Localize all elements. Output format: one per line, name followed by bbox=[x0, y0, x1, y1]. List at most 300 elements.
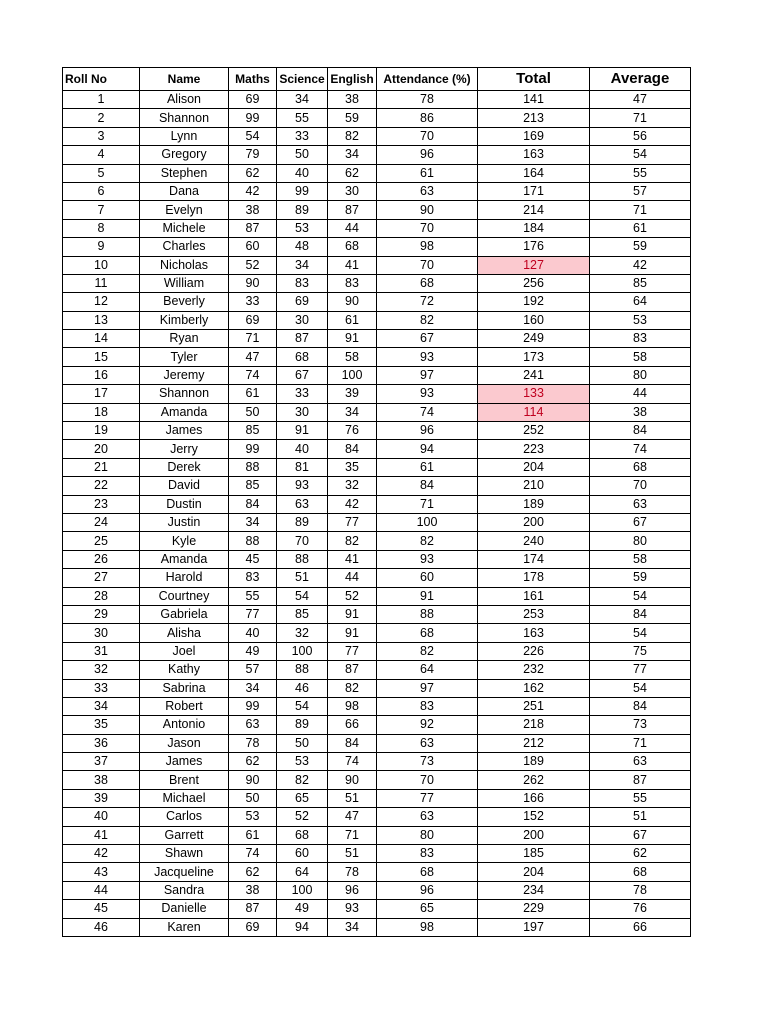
roll-no-cell: 23 bbox=[63, 495, 140, 513]
name-cell: Michael bbox=[140, 789, 229, 807]
total-cell: 169 bbox=[478, 127, 590, 145]
science-cell: 94 bbox=[277, 918, 328, 936]
total-cell: 163 bbox=[478, 624, 590, 642]
roll-no-cell: 8 bbox=[63, 219, 140, 237]
science-cell: 49 bbox=[277, 900, 328, 918]
maths-cell: 84 bbox=[229, 495, 277, 513]
english-cell: 41 bbox=[328, 256, 377, 274]
table-row bbox=[63, 330, 691, 348]
name-cell: Gabriela bbox=[140, 605, 229, 623]
header-roll-no: Roll No bbox=[63, 68, 140, 91]
average-cell: 54 bbox=[590, 146, 691, 164]
roll-no-cell: 14 bbox=[63, 330, 140, 348]
science-cell: 60 bbox=[277, 845, 328, 863]
science-cell: 91 bbox=[277, 422, 328, 440]
science-cell: 67 bbox=[277, 366, 328, 384]
attendance-cell: 90 bbox=[377, 201, 478, 219]
average-cell: 84 bbox=[590, 605, 691, 623]
total-cell: 213 bbox=[478, 109, 590, 127]
attendance-cell: 68 bbox=[377, 863, 478, 881]
header-total: Total bbox=[478, 68, 590, 91]
maths-cell: 57 bbox=[229, 661, 277, 679]
roll-no-cell: 26 bbox=[63, 550, 140, 568]
roll-no-cell: 44 bbox=[63, 881, 140, 899]
attendance-cell: 71 bbox=[377, 495, 478, 513]
science-cell: 89 bbox=[277, 513, 328, 531]
attendance-cell: 61 bbox=[377, 458, 478, 476]
header-science: Science bbox=[277, 68, 328, 91]
table-row bbox=[63, 403, 691, 421]
student-marks-table bbox=[62, 67, 691, 937]
roll-no-cell: 21 bbox=[63, 458, 140, 476]
english-cell: 32 bbox=[328, 477, 377, 495]
roll-no-cell: 36 bbox=[63, 734, 140, 752]
name-cell: Evelyn bbox=[140, 201, 229, 219]
average-cell: 66 bbox=[590, 918, 691, 936]
maths-cell: 52 bbox=[229, 256, 277, 274]
roll-no-cell: 46 bbox=[63, 918, 140, 936]
english-cell: 84 bbox=[328, 440, 377, 458]
maths-cell: 40 bbox=[229, 624, 277, 642]
average-cell: 67 bbox=[590, 826, 691, 844]
table-row bbox=[63, 808, 691, 826]
table-body bbox=[63, 91, 691, 937]
average-cell: 67 bbox=[590, 513, 691, 531]
total-cell: 204 bbox=[478, 863, 590, 881]
table-row bbox=[63, 477, 691, 495]
english-cell: 82 bbox=[328, 532, 377, 550]
roll-no-cell: 2 bbox=[63, 109, 140, 127]
science-cell: 54 bbox=[277, 697, 328, 715]
table-row bbox=[63, 91, 691, 109]
english-cell: 91 bbox=[328, 624, 377, 642]
average-cell: 87 bbox=[590, 771, 691, 789]
science-cell: 50 bbox=[277, 734, 328, 752]
average-cell: 64 bbox=[590, 293, 691, 311]
attendance-cell: 70 bbox=[377, 256, 478, 274]
attendance-cell: 97 bbox=[377, 679, 478, 697]
table-row bbox=[63, 789, 691, 807]
total-cell: 152 bbox=[478, 808, 590, 826]
name-cell: Derek bbox=[140, 458, 229, 476]
roll-no-cell: 32 bbox=[63, 661, 140, 679]
name-cell: Michele bbox=[140, 219, 229, 237]
header-row bbox=[63, 68, 691, 91]
maths-cell: 69 bbox=[229, 918, 277, 936]
name-cell: Amanda bbox=[140, 403, 229, 421]
english-cell: 42 bbox=[328, 495, 377, 513]
total-cell: 197 bbox=[478, 918, 590, 936]
english-cell: 66 bbox=[328, 716, 377, 734]
total-cell: 160 bbox=[478, 311, 590, 329]
total-cell: 174 bbox=[478, 550, 590, 568]
attendance-cell: 80 bbox=[377, 826, 478, 844]
science-cell: 99 bbox=[277, 182, 328, 200]
maths-cell: 87 bbox=[229, 219, 277, 237]
science-cell: 69 bbox=[277, 293, 328, 311]
table-row bbox=[63, 881, 691, 899]
science-cell: 87 bbox=[277, 330, 328, 348]
table-row bbox=[63, 440, 691, 458]
table-row bbox=[63, 458, 691, 476]
average-cell: 42 bbox=[590, 256, 691, 274]
total-cell: 229 bbox=[478, 900, 590, 918]
maths-cell: 90 bbox=[229, 274, 277, 292]
english-cell: 100 bbox=[328, 366, 377, 384]
name-cell: Jacqueline bbox=[140, 863, 229, 881]
maths-cell: 47 bbox=[229, 348, 277, 366]
maths-cell: 53 bbox=[229, 808, 277, 826]
total-cell: 253 bbox=[478, 605, 590, 623]
table-row bbox=[63, 385, 691, 403]
attendance-cell: 94 bbox=[377, 440, 478, 458]
english-cell: 44 bbox=[328, 569, 377, 587]
maths-cell: 33 bbox=[229, 293, 277, 311]
total-cell: 133 bbox=[478, 385, 590, 403]
total-cell: 189 bbox=[478, 495, 590, 513]
table-row bbox=[63, 624, 691, 642]
average-cell: 63 bbox=[590, 753, 691, 771]
science-cell: 30 bbox=[277, 311, 328, 329]
science-cell: 65 bbox=[277, 789, 328, 807]
name-cell: Courtney bbox=[140, 587, 229, 605]
maths-cell: 71 bbox=[229, 330, 277, 348]
roll-no-cell: 31 bbox=[63, 642, 140, 660]
science-cell: 89 bbox=[277, 201, 328, 219]
attendance-cell: 70 bbox=[377, 219, 478, 237]
maths-cell: 74 bbox=[229, 845, 277, 863]
maths-cell: 61 bbox=[229, 385, 277, 403]
roll-no-cell: 7 bbox=[63, 201, 140, 219]
roll-no-cell: 35 bbox=[63, 716, 140, 734]
attendance-cell: 77 bbox=[377, 789, 478, 807]
table-row bbox=[63, 679, 691, 697]
total-cell: 212 bbox=[478, 734, 590, 752]
average-cell: 68 bbox=[590, 458, 691, 476]
science-cell: 52 bbox=[277, 808, 328, 826]
table-row bbox=[63, 495, 691, 513]
table-row bbox=[63, 826, 691, 844]
name-cell: Justin bbox=[140, 513, 229, 531]
maths-cell: 99 bbox=[229, 440, 277, 458]
roll-no-cell: 12 bbox=[63, 293, 140, 311]
attendance-cell: 100 bbox=[377, 513, 478, 531]
english-cell: 52 bbox=[328, 587, 377, 605]
english-cell: 90 bbox=[328, 293, 377, 311]
table-row bbox=[63, 771, 691, 789]
roll-no-cell: 30 bbox=[63, 624, 140, 642]
roll-no-cell: 28 bbox=[63, 587, 140, 605]
table-row bbox=[63, 532, 691, 550]
table-row bbox=[63, 201, 691, 219]
name-cell: Jeremy bbox=[140, 366, 229, 384]
science-cell: 51 bbox=[277, 569, 328, 587]
average-cell: 78 bbox=[590, 881, 691, 899]
english-cell: 91 bbox=[328, 605, 377, 623]
table-row bbox=[63, 256, 691, 274]
maths-cell: 88 bbox=[229, 458, 277, 476]
name-cell: Dana bbox=[140, 182, 229, 200]
english-cell: 87 bbox=[328, 661, 377, 679]
attendance-cell: 78 bbox=[377, 91, 478, 109]
name-cell: James bbox=[140, 422, 229, 440]
attendance-cell: 60 bbox=[377, 569, 478, 587]
science-cell: 50 bbox=[277, 146, 328, 164]
name-cell: David bbox=[140, 477, 229, 495]
maths-cell: 87 bbox=[229, 900, 277, 918]
table-row bbox=[63, 753, 691, 771]
header-name: Name bbox=[140, 68, 229, 91]
table-row bbox=[63, 605, 691, 623]
total-cell: 127 bbox=[478, 256, 590, 274]
roll-no-cell: 3 bbox=[63, 127, 140, 145]
attendance-cell: 68 bbox=[377, 624, 478, 642]
maths-cell: 63 bbox=[229, 716, 277, 734]
science-cell: 46 bbox=[277, 679, 328, 697]
average-cell: 75 bbox=[590, 642, 691, 660]
science-cell: 53 bbox=[277, 219, 328, 237]
attendance-cell: 67 bbox=[377, 330, 478, 348]
maths-cell: 62 bbox=[229, 753, 277, 771]
roll-no-cell: 16 bbox=[63, 366, 140, 384]
roll-no-cell: 20 bbox=[63, 440, 140, 458]
name-cell: Brent bbox=[140, 771, 229, 789]
table-row bbox=[63, 238, 691, 256]
english-cell: 96 bbox=[328, 881, 377, 899]
table-row bbox=[63, 348, 691, 366]
attendance-cell: 83 bbox=[377, 697, 478, 715]
table-row bbox=[63, 569, 691, 587]
total-cell: 249 bbox=[478, 330, 590, 348]
english-cell: 91 bbox=[328, 330, 377, 348]
maths-cell: 69 bbox=[229, 311, 277, 329]
science-cell: 30 bbox=[277, 403, 328, 421]
table-row bbox=[63, 661, 691, 679]
english-cell: 35 bbox=[328, 458, 377, 476]
english-cell: 34 bbox=[328, 146, 377, 164]
attendance-cell: 93 bbox=[377, 385, 478, 403]
name-cell: Amanda bbox=[140, 550, 229, 568]
average-cell: 57 bbox=[590, 182, 691, 200]
attendance-cell: 82 bbox=[377, 642, 478, 660]
maths-cell: 69 bbox=[229, 91, 277, 109]
total-cell: 240 bbox=[478, 532, 590, 550]
roll-no-cell: 43 bbox=[63, 863, 140, 881]
roll-no-cell: 18 bbox=[63, 403, 140, 421]
science-cell: 33 bbox=[277, 385, 328, 403]
maths-cell: 99 bbox=[229, 109, 277, 127]
table-row bbox=[63, 587, 691, 605]
name-cell: Dustin bbox=[140, 495, 229, 513]
english-cell: 51 bbox=[328, 789, 377, 807]
maths-cell: 34 bbox=[229, 679, 277, 697]
name-cell: Sandra bbox=[140, 881, 229, 899]
science-cell: 64 bbox=[277, 863, 328, 881]
total-cell: 178 bbox=[478, 569, 590, 587]
total-cell: 176 bbox=[478, 238, 590, 256]
science-cell: 88 bbox=[277, 550, 328, 568]
average-cell: 76 bbox=[590, 900, 691, 918]
science-cell: 40 bbox=[277, 164, 328, 182]
roll-no-cell: 10 bbox=[63, 256, 140, 274]
english-cell: 82 bbox=[328, 127, 377, 145]
roll-no-cell: 24 bbox=[63, 513, 140, 531]
attendance-cell: 61 bbox=[377, 164, 478, 182]
science-cell: 70 bbox=[277, 532, 328, 550]
attendance-cell: 98 bbox=[377, 918, 478, 936]
english-cell: 71 bbox=[328, 826, 377, 844]
maths-cell: 85 bbox=[229, 422, 277, 440]
roll-no-cell: 27 bbox=[63, 569, 140, 587]
roll-no-cell: 6 bbox=[63, 182, 140, 200]
maths-cell: 34 bbox=[229, 513, 277, 531]
table-row bbox=[63, 274, 691, 292]
english-cell: 47 bbox=[328, 808, 377, 826]
name-cell: Garrett bbox=[140, 826, 229, 844]
roll-no-cell: 1 bbox=[63, 91, 140, 109]
english-cell: 87 bbox=[328, 201, 377, 219]
average-cell: 83 bbox=[590, 330, 691, 348]
total-cell: 223 bbox=[478, 440, 590, 458]
attendance-cell: 65 bbox=[377, 900, 478, 918]
table-row bbox=[63, 109, 691, 127]
total-cell: 166 bbox=[478, 789, 590, 807]
total-cell: 164 bbox=[478, 164, 590, 182]
maths-cell: 60 bbox=[229, 238, 277, 256]
science-cell: 68 bbox=[277, 826, 328, 844]
science-cell: 100 bbox=[277, 881, 328, 899]
total-cell: 192 bbox=[478, 293, 590, 311]
attendance-cell: 96 bbox=[377, 881, 478, 899]
roll-no-cell: 25 bbox=[63, 532, 140, 550]
total-cell: 204 bbox=[478, 458, 590, 476]
average-cell: 53 bbox=[590, 311, 691, 329]
table-row bbox=[63, 219, 691, 237]
roll-no-cell: 22 bbox=[63, 477, 140, 495]
average-cell: 63 bbox=[590, 495, 691, 513]
table-row bbox=[63, 293, 691, 311]
average-cell: 56 bbox=[590, 127, 691, 145]
table-row bbox=[63, 550, 691, 568]
average-cell: 47 bbox=[590, 91, 691, 109]
roll-no-cell: 40 bbox=[63, 808, 140, 826]
average-cell: 54 bbox=[590, 679, 691, 697]
science-cell: 81 bbox=[277, 458, 328, 476]
science-cell: 85 bbox=[277, 605, 328, 623]
science-cell: 53 bbox=[277, 753, 328, 771]
maths-cell: 42 bbox=[229, 182, 277, 200]
attendance-cell: 91 bbox=[377, 587, 478, 605]
roll-no-cell: 33 bbox=[63, 679, 140, 697]
total-cell: 184 bbox=[478, 219, 590, 237]
name-cell: Beverly bbox=[140, 293, 229, 311]
total-cell: 200 bbox=[478, 513, 590, 531]
table-row bbox=[63, 422, 691, 440]
average-cell: 71 bbox=[590, 201, 691, 219]
science-cell: 83 bbox=[277, 274, 328, 292]
science-cell: 88 bbox=[277, 661, 328, 679]
total-cell: 189 bbox=[478, 753, 590, 771]
average-cell: 74 bbox=[590, 440, 691, 458]
attendance-cell: 86 bbox=[377, 109, 478, 127]
english-cell: 90 bbox=[328, 771, 377, 789]
maths-cell: 74 bbox=[229, 366, 277, 384]
attendance-cell: 63 bbox=[377, 808, 478, 826]
english-cell: 76 bbox=[328, 422, 377, 440]
roll-no-cell: 13 bbox=[63, 311, 140, 329]
average-cell: 73 bbox=[590, 716, 691, 734]
name-cell: Joel bbox=[140, 642, 229, 660]
table-row bbox=[63, 900, 691, 918]
name-cell: Tyler bbox=[140, 348, 229, 366]
attendance-cell: 72 bbox=[377, 293, 478, 311]
english-cell: 51 bbox=[328, 845, 377, 863]
name-cell: Ryan bbox=[140, 330, 229, 348]
table-row bbox=[63, 642, 691, 660]
maths-cell: 62 bbox=[229, 863, 277, 881]
roll-no-cell: 19 bbox=[63, 422, 140, 440]
name-cell: Gregory bbox=[140, 146, 229, 164]
roll-no-cell: 42 bbox=[63, 845, 140, 863]
name-cell: Jerry bbox=[140, 440, 229, 458]
name-cell: Robert bbox=[140, 697, 229, 715]
total-cell: 218 bbox=[478, 716, 590, 734]
attendance-cell: 92 bbox=[377, 716, 478, 734]
english-cell: 39 bbox=[328, 385, 377, 403]
name-cell: Shannon bbox=[140, 385, 229, 403]
maths-cell: 77 bbox=[229, 605, 277, 623]
average-cell: 61 bbox=[590, 219, 691, 237]
science-cell: 89 bbox=[277, 716, 328, 734]
average-cell: 54 bbox=[590, 624, 691, 642]
science-cell: 82 bbox=[277, 771, 328, 789]
english-cell: 41 bbox=[328, 550, 377, 568]
science-cell: 32 bbox=[277, 624, 328, 642]
average-cell: 68 bbox=[590, 863, 691, 881]
total-cell: 210 bbox=[478, 477, 590, 495]
english-cell: 30 bbox=[328, 182, 377, 200]
attendance-cell: 83 bbox=[377, 845, 478, 863]
attendance-cell: 70 bbox=[377, 771, 478, 789]
table-row bbox=[63, 127, 691, 145]
average-cell: 71 bbox=[590, 734, 691, 752]
science-cell: 48 bbox=[277, 238, 328, 256]
attendance-cell: 70 bbox=[377, 127, 478, 145]
english-cell: 78 bbox=[328, 863, 377, 881]
roll-no-cell: 45 bbox=[63, 900, 140, 918]
science-cell: 68 bbox=[277, 348, 328, 366]
average-cell: 84 bbox=[590, 697, 691, 715]
attendance-cell: 63 bbox=[377, 734, 478, 752]
roll-no-cell: 34 bbox=[63, 697, 140, 715]
average-cell: 55 bbox=[590, 789, 691, 807]
total-cell: 232 bbox=[478, 661, 590, 679]
science-cell: 55 bbox=[277, 109, 328, 127]
maths-cell: 38 bbox=[229, 881, 277, 899]
attendance-cell: 64 bbox=[377, 661, 478, 679]
name-cell: Harold bbox=[140, 569, 229, 587]
maths-cell: 61 bbox=[229, 826, 277, 844]
attendance-cell: 97 bbox=[377, 366, 478, 384]
name-cell: Lynn bbox=[140, 127, 229, 145]
average-cell: 62 bbox=[590, 845, 691, 863]
average-cell: 51 bbox=[590, 808, 691, 826]
header-attendance: Attendance (%) bbox=[377, 68, 478, 91]
table-row bbox=[63, 182, 691, 200]
table-row bbox=[63, 164, 691, 182]
header-english: English bbox=[328, 68, 377, 91]
total-cell: 214 bbox=[478, 201, 590, 219]
